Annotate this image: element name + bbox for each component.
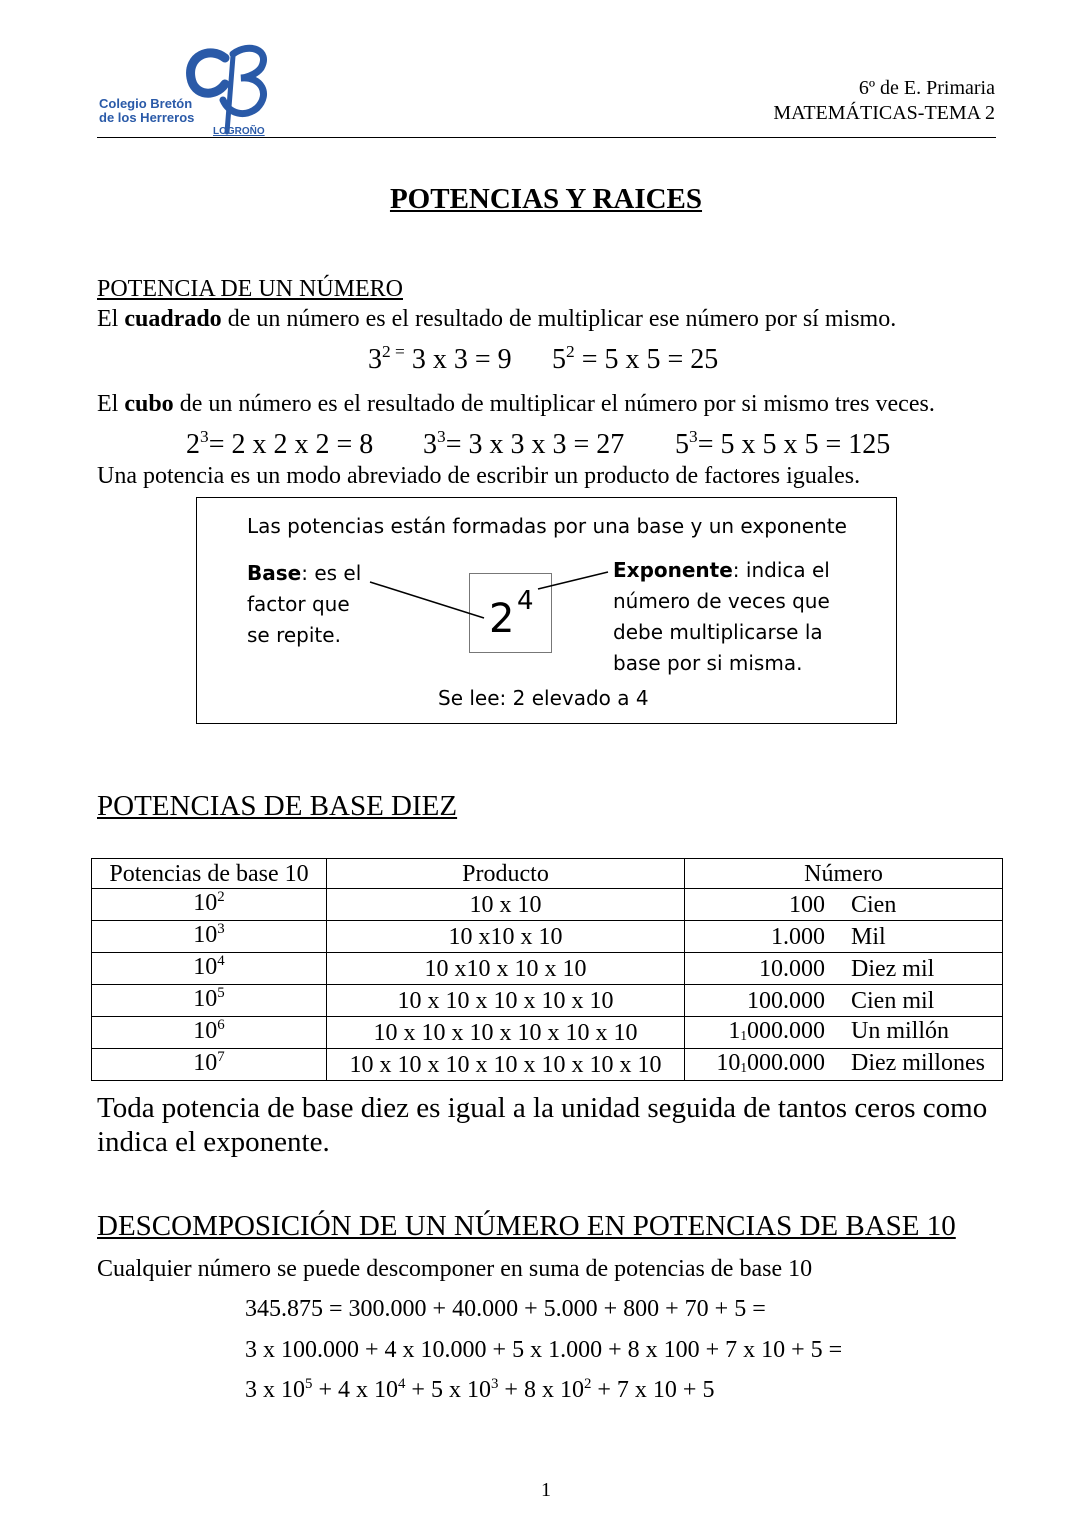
base-text-2: factor que: [247, 592, 350, 616]
table-row: [92, 953, 1003, 985]
exponent-text-4: base por si misma.: [613, 651, 803, 675]
c3-base: 5: [675, 429, 689, 460]
product-cell: 10 x 10 x 10 x 10 x 10: [327, 985, 685, 1017]
digit-separator: 1: [740, 1059, 747, 1075]
section-heading-potencia: POTENCIA DE UN NÚMERO: [97, 276, 403, 302]
power-exponent: 2: [217, 888, 225, 905]
school-name-line2: de los Herreros: [99, 110, 195, 125]
f2-exp: 2: [566, 342, 575, 362]
course-label: 6º de E. Primaria: [858, 77, 995, 99]
number-cell: [685, 1049, 1003, 1081]
power-cell: [92, 1049, 327, 1081]
c3-exp: 3: [689, 427, 698, 447]
product-cell: 10 x10 x 10 x 10: [327, 953, 685, 985]
number-value-a: 100.000: [747, 987, 825, 1014]
number-value-a: 100: [789, 891, 825, 918]
col-header-power: Potencias de base 10: [92, 859, 327, 889]
table-row: [92, 1049, 1003, 1081]
power-exponent: 6: [217, 1016, 225, 1033]
c2-exp: 3: [437, 427, 446, 447]
power-base: 10: [193, 922, 218, 948]
cuadrado-post: de un número es el resultado de multiplicar ese número por sí mismo.: [221, 306, 897, 332]
number-word: Diez mil: [851, 955, 935, 982]
number-cell: [685, 1017, 1003, 1049]
table-header-row: [92, 859, 1003, 889]
product-cell: 10 x 10 x 10 x 10 x 10 x 10: [327, 1017, 685, 1049]
number-value: [691, 891, 851, 919]
box-intro: Las potencias están formadas por una base y un exponente: [247, 514, 847, 538]
cubo-term: cubo: [124, 391, 174, 417]
school-city: LOGROÑO: [213, 126, 265, 137]
power-exponent: 5: [217, 984, 225, 1001]
power-base: 10: [193, 1050, 218, 1076]
section-heading-descomposicion: DESCOMPOSICIÓN DE UN NÚMERO EN POTENCIAS DE BASE 10: [97, 1210, 956, 1242]
powers-of-ten-table: [91, 858, 1003, 1081]
product-cell: 10 x 10 x 10 x 10 x 10 x 10 x 10: [327, 1049, 685, 1081]
product-cell: 10 x10 x 10: [327, 921, 685, 953]
number-value-a: 10.000: [759, 955, 825, 982]
number-cell: [685, 889, 1003, 921]
l3-p2: + 4 x 10: [312, 1377, 398, 1403]
number-value: [691, 923, 851, 951]
cuadrado-pre: El: [97, 306, 125, 332]
exponent-text-1: : indica el: [732, 558, 830, 582]
base-text-3: se repite.: [247, 623, 341, 647]
exponent-text-3: debe multiplicarse la: [613, 620, 823, 644]
power-exponent: 7: [217, 1048, 225, 1065]
power-reading: Se lee: 2 elevado a 4: [438, 686, 649, 710]
power-base: 10: [193, 986, 218, 1012]
f2-base: 5: [552, 344, 566, 375]
school-name-line1: Colegio Bretón: [99, 96, 193, 111]
f1-base: 3: [368, 344, 382, 375]
cuadrado-term: cuadrado: [124, 306, 222, 332]
l3-e2: 4: [397, 1375, 406, 1392]
example-base: 2: [489, 596, 515, 642]
number-word: Diez millones: [851, 1050, 985, 1076]
power-cell: [92, 1017, 327, 1049]
power-cell: [92, 921, 327, 953]
number-value: [691, 955, 851, 983]
power-exponent: 3: [217, 920, 225, 937]
number-value-b: 000.000: [747, 1050, 825, 1076]
power-cell: [92, 985, 327, 1017]
c3-rest: = 5 x 5 x 5 = 125: [697, 429, 891, 460]
number-value: [691, 1017, 851, 1048]
base-pointer-line: [370, 582, 484, 618]
c1-rest: = 2 x 2 x 2 = 8: [208, 429, 374, 460]
example-exponent: 4: [517, 586, 534, 616]
exponent-pointer-line: [538, 572, 608, 589]
f2-rest: = 5 x 5 = 25: [581, 344, 719, 375]
l3-e4: 2: [583, 1375, 592, 1392]
cubo-post: de un número es el resultado de multiplicar el número por si mismo tres veces.: [173, 391, 935, 417]
table-row: [92, 1017, 1003, 1049]
number-value-a: 1.000: [771, 923, 825, 950]
subject-label: MATEMÁTICAS-TEMA 2: [773, 102, 995, 124]
c2-base: 3: [423, 429, 437, 460]
descomposicion-intro: Cualquier número se puede descomponer en suma de potencias de base 10: [97, 1256, 813, 1282]
f1-exp: 2 =: [382, 342, 405, 362]
number-cell: [685, 953, 1003, 985]
exponent-text-2: número de veces que: [613, 589, 830, 613]
descomposicion-line-3: [245, 1377, 714, 1404]
page-title: POTENCIAS Y RAICES: [389, 183, 703, 215]
col-header-product: Producto: [327, 859, 685, 889]
number-word: Cien: [851, 891, 897, 918]
base-ten-rule: Toda potencia de base diez es igual a la unidad seguida de tantos ceros como indica el exponente.: [97, 1092, 988, 1158]
power-exponent: 4: [217, 952, 225, 969]
power-cell: [92, 889, 327, 921]
l3-p4: + 8 x 10: [498, 1377, 584, 1403]
page-number: 1: [541, 1479, 551, 1501]
base-text-1: : es el: [301, 561, 362, 585]
number-word: Mil: [851, 923, 886, 950]
f1-rest: 3 x 3 = 9: [411, 344, 512, 375]
section-heading-base-diez: POTENCIAS DE BASE DIEZ: [97, 790, 458, 822]
power-base: 10: [193, 890, 218, 916]
number-value: [691, 1049, 851, 1080]
number-value-b: 000.000: [747, 1018, 825, 1044]
base-label: Base: [247, 561, 302, 585]
number-value-a: 1: [728, 1018, 741, 1044]
l3-p1: 3 x 10: [245, 1377, 305, 1403]
table-row: [92, 985, 1003, 1017]
power-base: 10: [193, 1018, 218, 1044]
table-row: [92, 921, 1003, 953]
cubo-pre: El: [97, 391, 125, 417]
descomposicion-line-1: 345.875 = 300.000 + 40.000 + 5.000 + 800 + 70 + 5 =: [245, 1296, 766, 1322]
l3-e1: 5: [305, 1375, 313, 1392]
l3-e3: 3: [490, 1375, 499, 1392]
c2-rest: = 3 x 3 x 3 = 27: [445, 429, 625, 460]
col-header-number: Número: [685, 859, 1003, 889]
power-base: 10: [193, 954, 218, 980]
number-word: Cien mil: [851, 987, 935, 1014]
number-cell: [685, 921, 1003, 953]
power-cell: [92, 953, 327, 985]
table-row: [92, 889, 1003, 921]
number-value: [691, 987, 851, 1015]
c1-exp: 3: [200, 427, 209, 447]
descomposicion-line-2: 3 x 100.000 + 4 x 10.000 + 5 x 1.000 + 8 x 100 + 7 x 10 + 5 =: [245, 1337, 843, 1363]
digit-separator: 1: [740, 1027, 747, 1043]
number-word: Un millón: [851, 1018, 950, 1044]
potencia-summary: Una potencia es un modo abreviado de escribir un producto de factores iguales.: [97, 463, 861, 489]
exponent-label: Exponente: [613, 558, 733, 582]
product-cell: 10 x 10: [327, 889, 685, 921]
c1-base: 2: [186, 429, 200, 460]
number-cell: [685, 985, 1003, 1017]
number-value-a: 10: [716, 1050, 741, 1076]
l3-p5: + 7 x 10 + 5: [591, 1377, 715, 1403]
l3-p3: + 5 x 10: [405, 1377, 491, 1403]
